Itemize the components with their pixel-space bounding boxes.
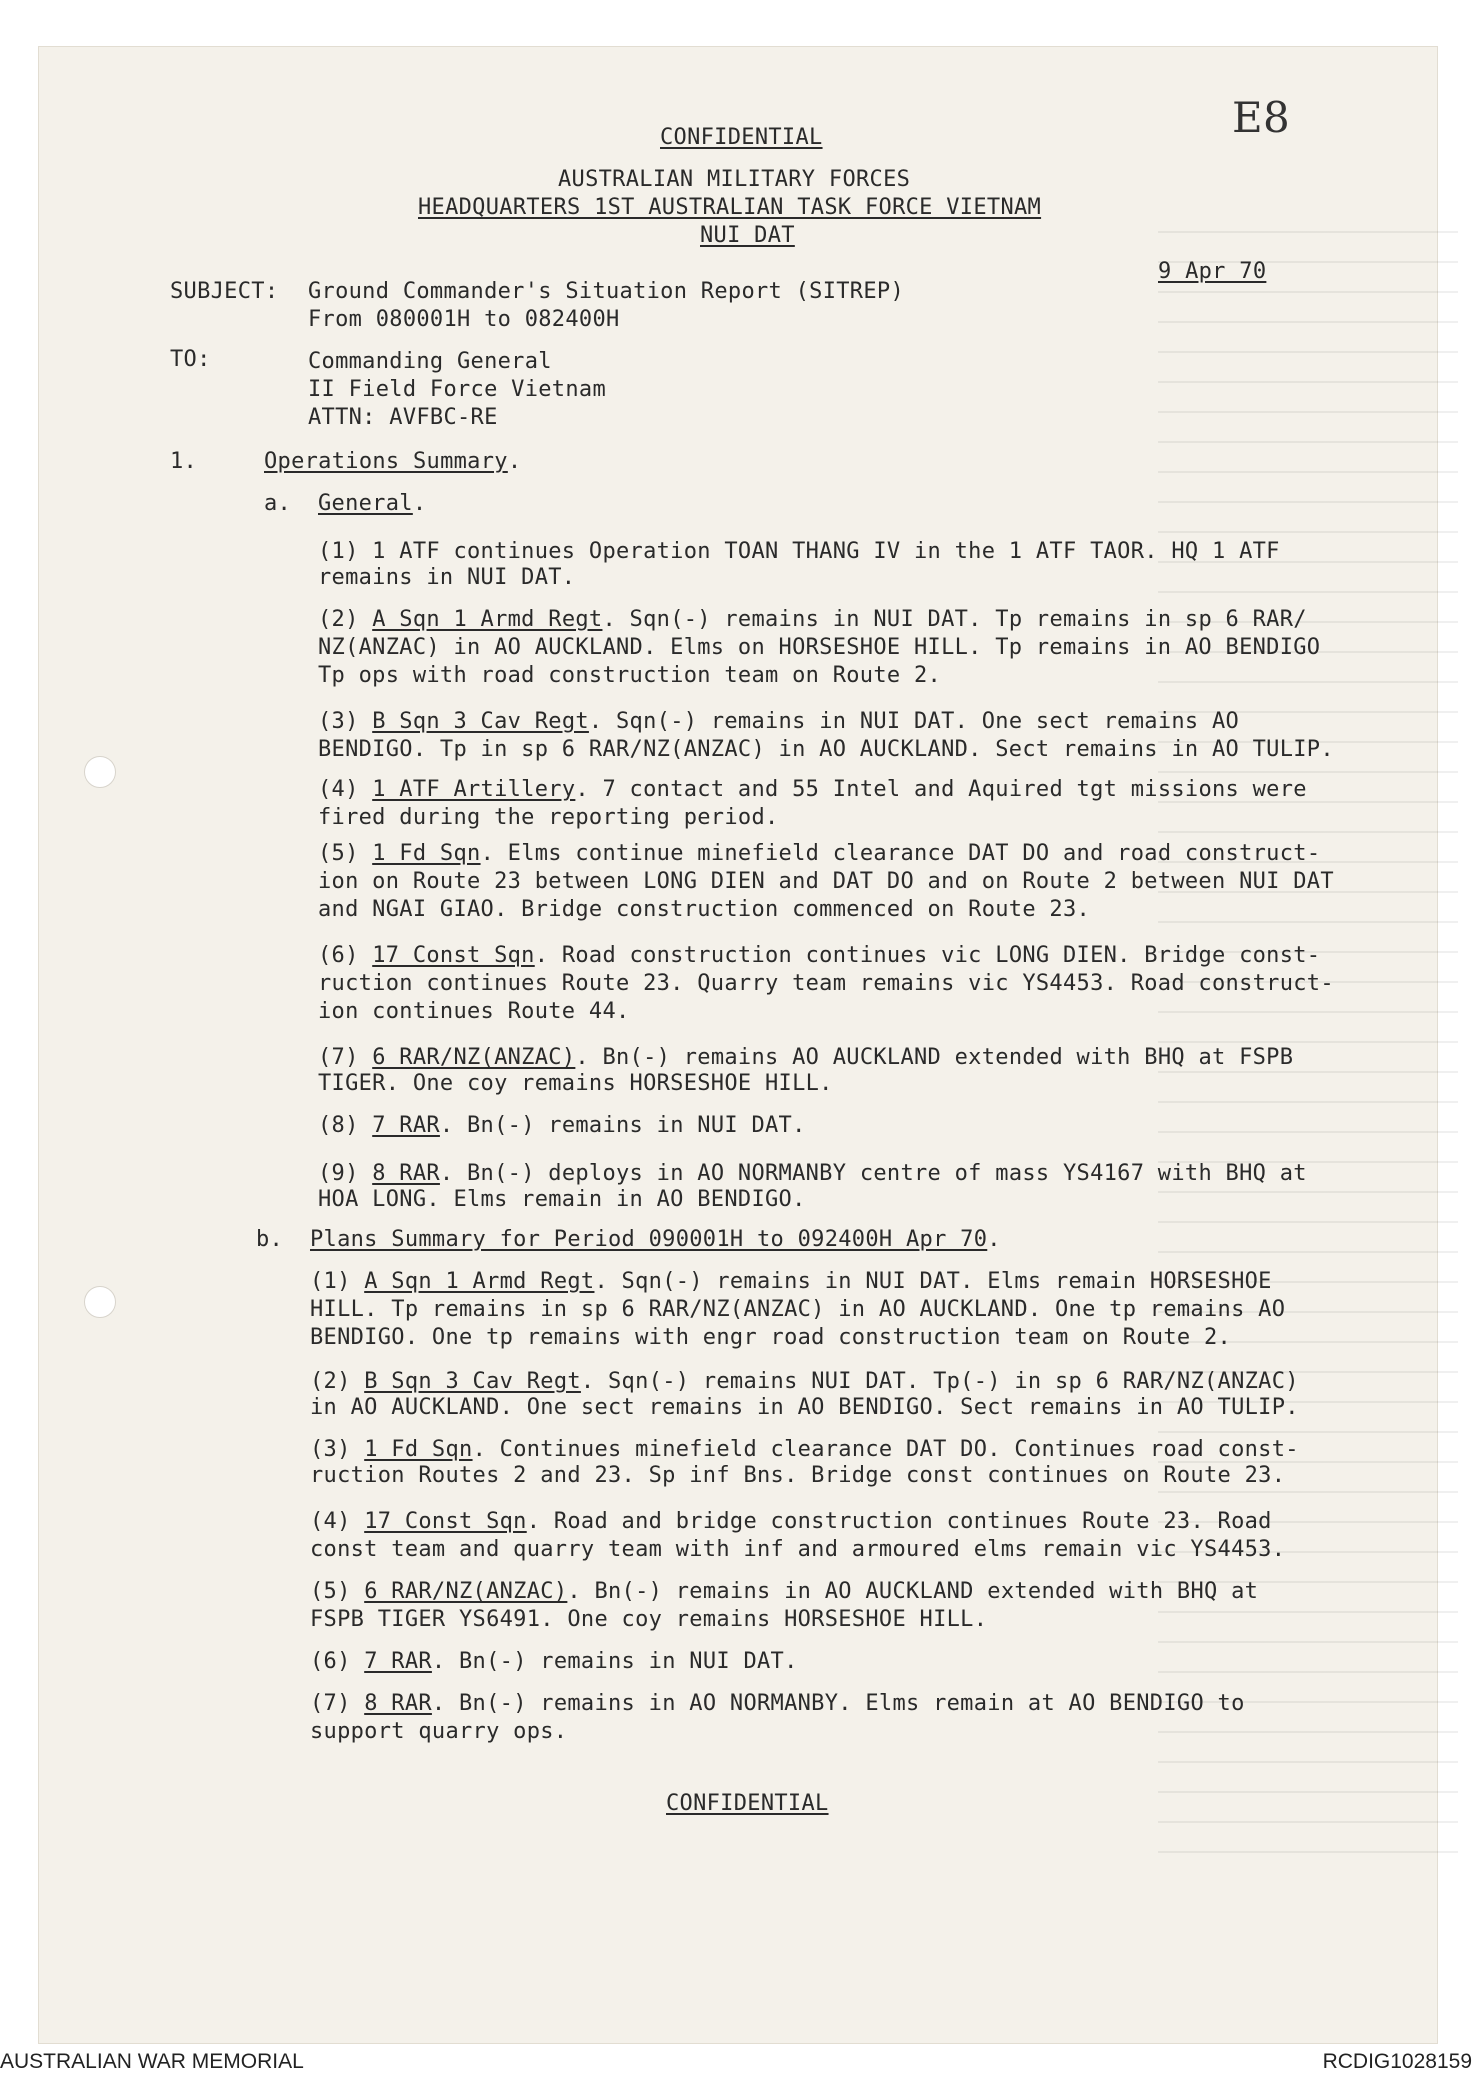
- general-para-1-line-2: remains in NUI DAT.: [318, 565, 576, 590]
- general-para-8: (8) 7 RAR. Bn(-) remains in NUI DAT.: [318, 1113, 806, 1138]
- general-para-3-line-1: (3) B Sqn 3 Cav Regt. Sqn(-) remains in NUI DAT. One sect remains AO: [318, 709, 1240, 734]
- subject-line-2: From 080001H to 082400H: [308, 307, 620, 332]
- plans-para-2-line-1: (2) B Sqn 3 Cav Regt. Sqn(-) remains NUI DAT. Tp(-) in sp 6 RAR/NZ(ANZAC): [310, 1369, 1299, 1394]
- document-date: 9 Apr 70: [1158, 259, 1267, 284]
- subsection-letter: a.: [264, 491, 292, 516]
- general-para-1-line-1: (1) 1 ATF continues Operation TOAN THANG IV in the 1 ATF TAOR. HQ 1 ATF: [318, 539, 1280, 564]
- plans-para-1-line-3: BENDIGO. One tp remains with engr road construction team on Route 2.: [310, 1325, 1232, 1350]
- subsection-title-general: General.: [318, 491, 427, 516]
- general-para-9-line-1: (9) 8 RAR. Bn(-) deploys in AO NORMANBY centre of mass YS4167 with BHQ at: [318, 1161, 1307, 1186]
- plans-para-4-line-1: (4) 17 Const Sqn. Road and bridge construction continues Route 23. Road: [310, 1509, 1272, 1534]
- subsection-title-plans: Plans Summary for Period 090001H to 092400H Apr 70.: [310, 1227, 1001, 1252]
- org-line-1: AUSTRALIAN MILITARY FORCES: [558, 167, 911, 192]
- general-para-5-line-2: ion on Route 23 between LONG DIEN and DAT DO and on Route 2 between NUI DAT: [318, 869, 1334, 894]
- org-line-2: HEADQUARTERS 1ST AUSTRALIAN TASK FORCE VIETNAM: [418, 195, 1042, 220]
- plans-para-5-line-2: FSPB TIGER YS6491. One coy remains HORSESHOE HILL.: [310, 1607, 988, 1632]
- general-para-4-line-2: fired during the reporting period.: [318, 805, 779, 830]
- general-para-4-line-1: (4) 1 ATF Artillery. 7 contact and 55 Intel and Aquired tgt missions were: [318, 777, 1307, 802]
- plans-para-2-line-2: in AO AUCKLAND. One sect remains in AO BENDIGO. Sect remains in AO TULIP.: [310, 1395, 1299, 1420]
- section-number: 1.: [170, 449, 198, 474]
- general-para-5-line-1: (5) 1 Fd Sqn. Elms continue minefield clearance DAT DO and road construct-: [318, 841, 1321, 866]
- plans-para-1-line-1: (1) A Sqn 1 Armd Regt. Sqn(-) remains in NUI DAT. Elms remain HORSESHOE: [310, 1269, 1272, 1294]
- classification-bottom: CONFIDENTIAL: [666, 1791, 829, 1816]
- general-para-5-line-3: and NGAI GIAO. Bridge construction commenced on Route 23.: [318, 897, 1091, 922]
- footer-record-id: RCDIG1028159: [1322, 2050, 1472, 2073]
- to-line-3: ATTN: AVFBC-RE: [308, 405, 498, 430]
- plans-para-7-line-2: support quarry ops.: [310, 1719, 568, 1744]
- handwritten-folio-mark: E8: [1232, 93, 1290, 142]
- punch-hole: [84, 756, 116, 788]
- punch-hole: [84, 1286, 116, 1318]
- general-para-9-line-2: HOA LONG. Elms remain in AO BENDIGO.: [318, 1187, 806, 1212]
- plans-para-3-line-1: (3) 1 Fd Sqn. Continues minefield clearance DAT DO. Continues road const-: [310, 1437, 1299, 1462]
- general-para-2-line-1: (2) A Sqn 1 Armd Regt. Sqn(-) remains in NUI DAT. Tp remains in sp 6 RAR/: [318, 607, 1307, 632]
- plans-para-6: (6) 7 RAR. Bn(-) remains in NUI DAT.: [310, 1649, 798, 1674]
- subsection-letter: b.: [256, 1227, 284, 1252]
- to-label: TO:: [170, 347, 211, 372]
- general-para-7-line-1: (7) 6 RAR/NZ(ANZAC). Bn(-) remains AO AUCKLAND extended with BHQ at FSPB: [318, 1045, 1294, 1070]
- plans-para-3-line-2: ruction Routes 2 and 23. Sp inf Bns. Bridge const continues on Route 23.: [310, 1463, 1286, 1488]
- general-para-6-line-1: (6) 17 Const Sqn. Road construction continues vic LONG DIEN. Bridge const-: [318, 943, 1321, 968]
- general-para-2-line-2: NZ(ANZAC) in AO AUCKLAND. Elms on HORSESHOE HILL. Tp remains in AO BENDIGO: [318, 635, 1321, 660]
- org-line-3: NUI DAT: [700, 223, 795, 248]
- plans-para-5-line-1: (5) 6 RAR/NZ(ANZAC). Bn(-) remains in AO AUCKLAND extended with BHQ at: [310, 1579, 1259, 1604]
- general-para-7-line-2: TIGER. One coy remains HORSESHOE HILL.: [318, 1071, 833, 1096]
- general-para-3-line-2: BENDIGO. Tp in sp 6 RAR/NZ(ANZAC) in AO AUCKLAND. Sect remains in AO TULIP.: [318, 737, 1334, 762]
- subject-label: SUBJECT:: [170, 279, 279, 304]
- general-para-6-line-3: ion continues Route 44.: [318, 999, 630, 1024]
- subject-line-1: Ground Commander's Situation Report (SITREP): [308, 279, 904, 304]
- footer-archive-name: AUSTRALIAN WAR MEMORIAL: [0, 2050, 304, 2073]
- plans-para-1-line-2: HILL. Tp remains in sp 6 RAR/NZ(ANZAC) in AO AUCKLAND. One tp remains AO: [310, 1297, 1286, 1322]
- section-title: Operations Summary.: [264, 449, 522, 474]
- plans-para-4-line-2: const team and quarry team with inf and armoured elms remain vic YS4453.: [310, 1537, 1286, 1562]
- to-line-1: Commanding General: [308, 349, 552, 374]
- general-para-2-line-3: Tp ops with road construction team on Route 2.: [318, 663, 942, 688]
- to-line-2: II Field Force Vietnam: [308, 377, 606, 402]
- classification-top: CONFIDENTIAL: [660, 125, 823, 150]
- plans-para-7-line-1: (7) 8 RAR. Bn(-) remains in AO NORMANBY. Elms remain at AO BENDIGO to: [310, 1691, 1245, 1716]
- general-para-6-line-2: ruction continues Route 23. Quarry team remains vic YS4453. Road construct-: [318, 971, 1334, 996]
